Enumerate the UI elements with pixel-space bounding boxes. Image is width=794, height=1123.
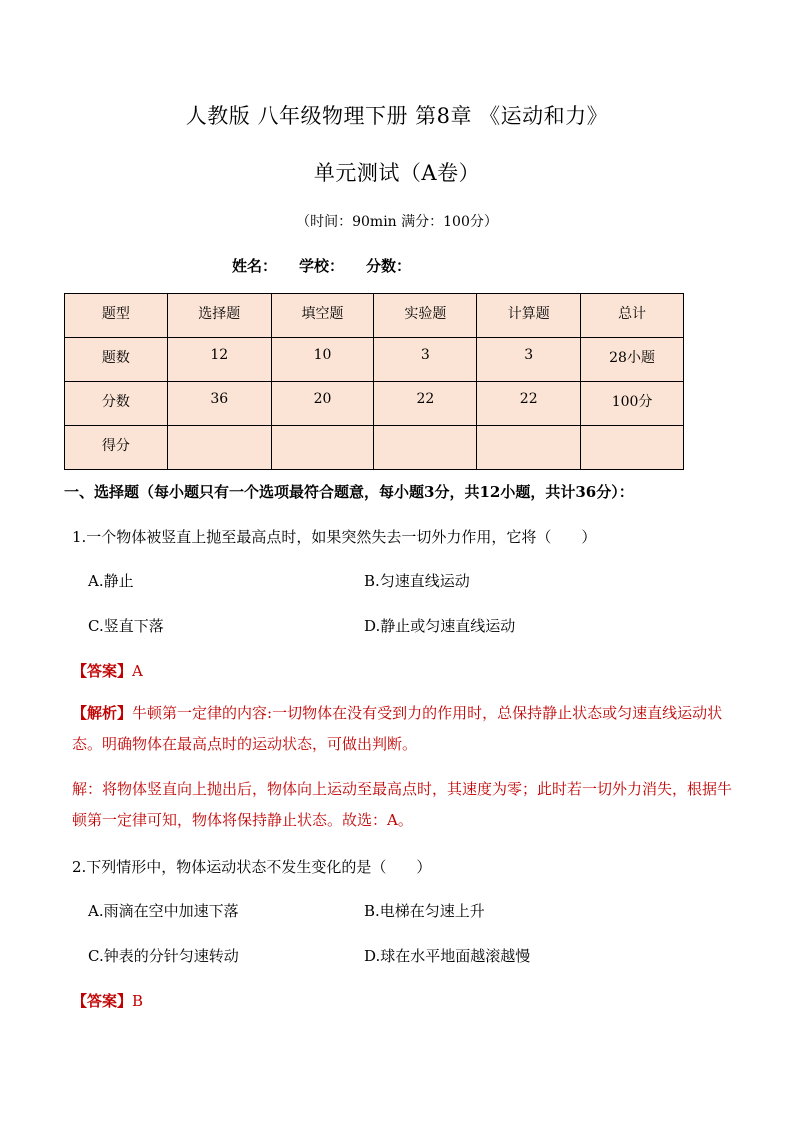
school-label: 学校： [299, 257, 345, 275]
name-label: 姓名： [232, 257, 278, 275]
table-cell: 得分 [65, 426, 168, 470]
table-cell: 填空题 [271, 294, 374, 338]
table-row [65, 382, 684, 426]
answer-value: B [132, 992, 144, 1010]
table-cell: 100分 [581, 382, 684, 426]
table-row [65, 294, 684, 338]
table-cell [581, 426, 684, 470]
question-stem: 1.一个物体被竖直上抛至最高点时，如果突然失去一切外力作用，它将（ ） [72, 528, 597, 546]
analysis-paragraph [72, 698, 732, 760]
table-cell: 20 [271, 382, 374, 426]
table-cell: 36 [167, 382, 271, 426]
table-cell: 22 [477, 382, 581, 426]
table-cell: 实验题 [374, 294, 477, 338]
answer-line [72, 990, 143, 1011]
table-cell: 22 [374, 382, 477, 426]
table-cell: 题型 [65, 294, 168, 338]
table-row [65, 426, 684, 470]
score-table [64, 293, 684, 470]
table-cell: 总计 [581, 294, 684, 338]
option-b: B.电梯在匀速上升 [364, 902, 485, 920]
table-cell [271, 426, 374, 470]
table-cell: 10 [271, 338, 374, 382]
score-label: 分数： [366, 257, 412, 275]
table-cell: 题数 [65, 338, 168, 382]
table-cell: 计算题 [477, 294, 581, 338]
answer-value: A [132, 662, 143, 680]
document-title-line2: 单元测试（A卷） [313, 161, 481, 185]
table-cell: 分数 [65, 382, 168, 426]
student-info-row [232, 255, 433, 276]
section-heading-multiple-choice: 一、选择题（每小题只有一个选项最符合题意，每小题3分，共12小题，共计36分）： [64, 483, 634, 501]
table-cell: 选择题 [167, 294, 271, 338]
option-b: B.匀速直线运动 [364, 572, 470, 590]
solution-paragraph: 解：将物体竖直向上抛出后，物体向上运动至最高点时，其速度为零；此时若一切外力消失，根据牛顿第一定律可知，物体将保持静止状态。故选：A。 [72, 780, 733, 829]
table-cell [477, 426, 581, 470]
table-cell: 3 [477, 338, 581, 382]
analysis-tag: 【解析】 [72, 704, 133, 722]
table-cell: 28小题 [581, 338, 684, 382]
exam-time-and-score: （时间：90min 满分：100分） [296, 214, 498, 230]
answer-tag: 【答案】 [72, 662, 133, 680]
question-stem: 2.下列情形中，物体运动状态不发生变化的是（ ） [72, 858, 432, 876]
analysis-text: 牛顿第一定律的内容:一切物体在没有受到力的作用时，总保持静止状态或匀速直线运动状态。明确物体在最高点时的运动状态，可做出判断。 [72, 704, 723, 753]
option-d: D.静止或匀速直线运动 [364, 617, 516, 635]
option-a: A.静止 [88, 572, 134, 590]
document-title-line1: 人教版 八年级物理下册 第8章 《运动和力》 [185, 104, 609, 128]
table-cell: 12 [167, 338, 271, 382]
table-cell [374, 426, 477, 470]
table-cell: 3 [374, 338, 477, 382]
answer-line [72, 660, 143, 681]
option-d: D.球在水平地面越滚越慢 [364, 947, 531, 965]
answer-tag: 【答案】 [72, 992, 133, 1010]
option-a: A.雨滴在空中加速下落 [88, 902, 239, 920]
table-cell [167, 426, 271, 470]
table-row [65, 338, 684, 382]
option-c: C.钟表的分针匀速转动 [88, 947, 239, 965]
option-c: C.竖直下落 [88, 617, 164, 635]
